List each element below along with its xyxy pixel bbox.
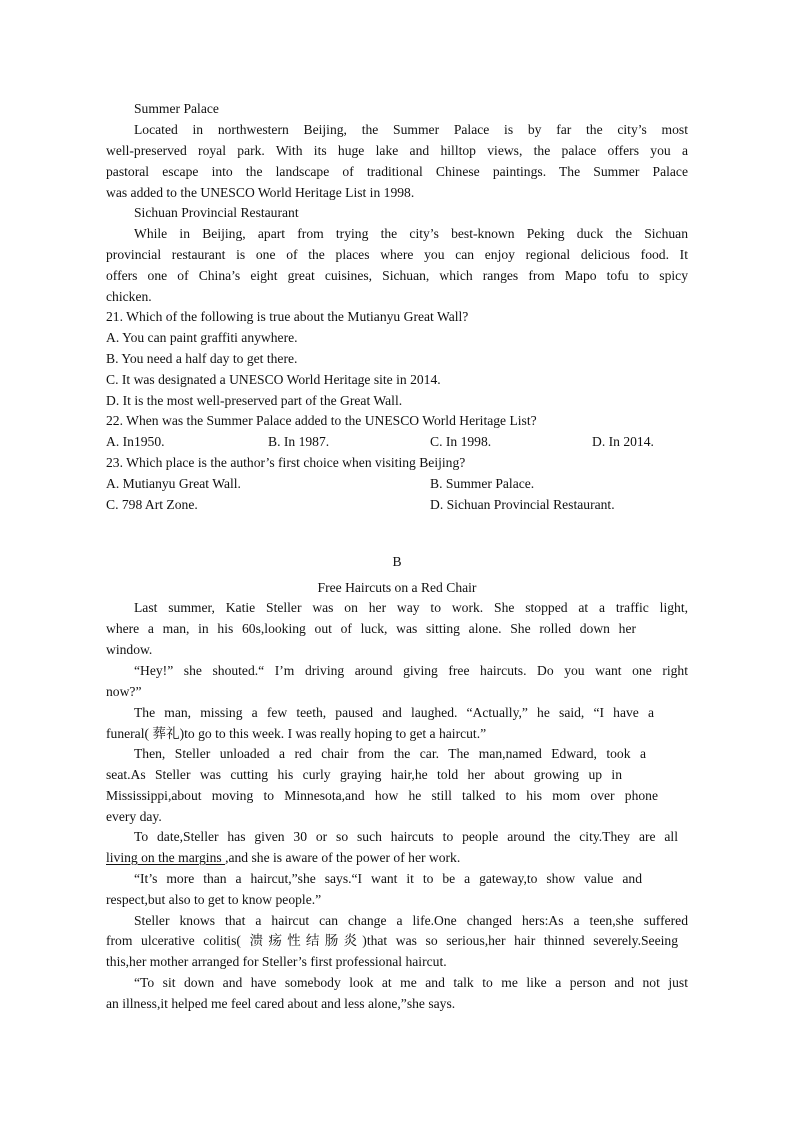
question-21-option-d: D. It is the most well-preserved part of the Great Wall. [106, 393, 403, 408]
text-line: Mississippi,about moving to Minnesota,and how he still talked to his mom over phone [106, 788, 658, 803]
text-line: “Hey!” she shouted.“ I’m driving around giving free haircuts. Do you want one right [134, 663, 688, 678]
question-23-stem: 23. Which place is the author’s first choice when visiting Beijing? [106, 455, 466, 470]
text-line: window. [106, 642, 153, 657]
text-fragment: ,and she is aware of the power of her work. [225, 850, 461, 865]
text-line: this,her mother arranged for Steller’s first professional haircut. [106, 954, 447, 969]
question-22-option-d: D. In 2014. [592, 434, 654, 449]
text-line: funeral( 葬礼)to go to this week. I was really hoping to get a haircut.” [106, 726, 487, 741]
text-line: “To sit down and have somebody look at me and talk to me like a person and not just [134, 975, 688, 990]
text-line [106, 848, 460, 869]
passage-title: Free Haircuts on a Red Chair [317, 580, 477, 595]
text-line: was added to the UNESCO World Heritage List in 1998. [106, 185, 415, 200]
text-line: “It’s more than a haircut,”she says.“I want it to be a gateway,to show value and [134, 871, 642, 886]
question-23-option-b: B. Summer Palace. [430, 476, 535, 491]
text-line: Last summer, Katie Steller was on her way to work. She stopped at a traffic light, [134, 600, 688, 615]
text-line: respect,but also to get to know people.” [106, 892, 322, 907]
text-line: offers one of China’s eight great cuisines, Sichuan, which ranges from Mapo tofu to spicy [106, 268, 688, 283]
section-label-b: B [392, 554, 402, 569]
text-line: Steller knows that a haircut can change a life.One changed hers:As a teen,she suffered [134, 913, 688, 928]
text-line: where a man, in his 60s,looking out of luck, was sitting alone. She rolled down her [106, 621, 636, 636]
text-line: provincial restaurant is one of the places where you can enjoy regional delicious food. It [106, 247, 688, 262]
text-line: pastoral escape into the landscape of traditional Chinese paintings. The Summer Palace [106, 164, 688, 179]
question-23-option-a: A. Mutianyu Great Wall. [106, 476, 241, 491]
question-22-stem: 22. When was the Summer Palace added to the UNESCO World Heritage List? [106, 413, 537, 428]
text-line: every day. [106, 809, 162, 824]
text-line: seat.As Steller was cutting his curly graying hair,he told her about growing up in [106, 767, 622, 782]
underlined-phrase: living on the margins [106, 850, 226, 865]
text-line: Then, Steller unloaded a red chair from the car. The man,named Edward, took a [134, 746, 646, 761]
text-line: well-preserved royal park. With its huge lake and hilltop views, the palace offers you a [106, 143, 688, 158]
text-line: While in Beijing, apart from trying the city’s best-known Peking duck the Sichuan [134, 226, 688, 241]
question-23-option-d: D. Sichuan Provincial Restaurant. [430, 497, 615, 512]
heading-summer-palace: Summer Palace [134, 101, 219, 116]
text-line: The man, missing a few teeth, paused and laughed. “Actually,” he said, “I have a [134, 705, 654, 720]
question-22-option-c: C. In 1998. [430, 434, 492, 449]
text-line: chicken. [106, 289, 152, 304]
text-line: now?” [106, 684, 142, 699]
question-21-option-b: B. You need a half day to get there. [106, 351, 298, 366]
question-21-option-c: C. It was designated a UNESCO World Heritage site in 2014. [106, 372, 441, 387]
text-line: Located in northwestern Beijing, the Summer Palace is by far the city’s most [134, 122, 688, 137]
text-line: an illness,it helped me feel cared about and less alone,”she says. [106, 996, 456, 1011]
text-line: from ulcerative colitis( 溃疡性结肠炎)that was so serious,her hair thinned severely.Seeing [106, 933, 678, 948]
question-23-option-c: C. 798 Art Zone. [106, 497, 198, 512]
heading-sichuan-restaurant: Sichuan Provincial Restaurant [134, 205, 299, 220]
question-21-option-a: A. You can paint graffiti anywhere. [106, 330, 298, 345]
question-22-option-a: A. In1950. [106, 434, 165, 449]
text-line: To date,Steller has given 30 or so such haircuts to people around the city.They are all [134, 829, 678, 844]
question-22-option-b: B. In 1987. [268, 434, 330, 449]
question-21-stem: 21. Which of the following is true about the Mutianyu Great Wall? [106, 309, 469, 324]
